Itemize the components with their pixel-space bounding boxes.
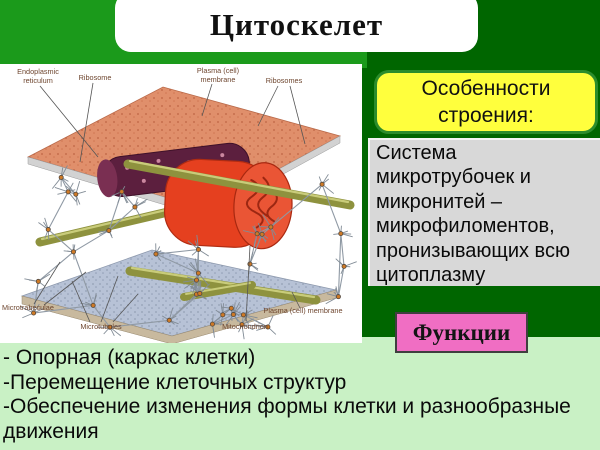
- label-microtrabeculae: Microtrabeculae: [2, 303, 54, 312]
- label-endoplasmic-reticulum: Endoplasmic: [17, 67, 59, 76]
- functions-line: - Опорная (каркас клетки): [3, 346, 256, 369]
- label-mitochondrion: Mitochondrion: [222, 322, 268, 331]
- functions-list: [3, 346, 599, 444]
- cytoskeleton-diagram: [0, 64, 362, 343]
- features-body-box: [368, 138, 600, 286]
- label-ribosomes: Ribosomes: [265, 76, 303, 85]
- features-body-line: пронизывающих всю: [376, 239, 570, 262]
- label-plasma-membrane-bottom: Plasma (cell) membrane: [263, 306, 343, 315]
- cytoskeleton-illustration: [0, 64, 362, 343]
- label-plasma-membrane-top: Plasma (cell): [196, 66, 240, 75]
- functions-line: движения: [3, 419, 99, 443]
- label-microtubules: Microtubules: [80, 322, 122, 331]
- svg-text:reticulum: reticulum: [23, 76, 53, 85]
- functions-heading: Функции: [412, 319, 511, 345]
- page-title: Цитоскелет: [209, 7, 384, 42]
- features-body-line: микротрубочек и: [376, 166, 531, 189]
- features-body-line: микронитей –: [376, 190, 503, 213]
- svg-text:membrane: membrane: [200, 75, 236, 84]
- features-body-line: цитоплазму: [376, 264, 486, 287]
- label-ribosome: Ribosome: [78, 73, 112, 82]
- features-heading-line: строения:: [438, 104, 534, 127]
- functions-line: -Обеспечение изменения формы клетки и разнообразные: [3, 395, 571, 418]
- features-body-line: Система: [376, 142, 457, 164]
- features-heading-box: [374, 70, 598, 134]
- features-heading-line: Особенности: [421, 77, 551, 100]
- functions-line: -Перемещение клеточных структур: [3, 370, 347, 394]
- features-body-line: микрофиломентов,: [376, 215, 555, 238]
- title-box: [115, 0, 478, 52]
